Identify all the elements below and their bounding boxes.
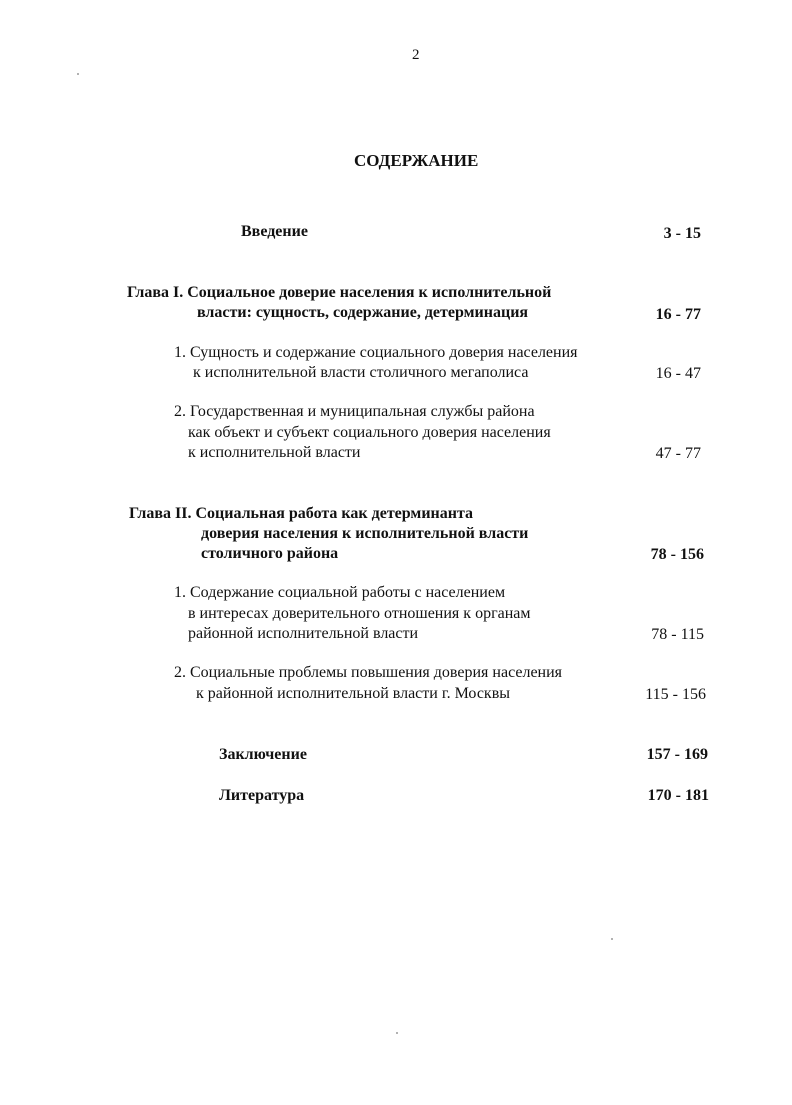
scan-speck (396, 1032, 398, 1034)
section-line: к районной исполнительной власти г. Москвы (196, 685, 510, 702)
toc-label: Заключение (219, 746, 307, 763)
toc-label: Введение (241, 223, 308, 240)
chapter-heading-line: Глава I. Социальное доверие населения к исполнительной (127, 284, 552, 301)
chapter-heading-line: столичного района (201, 545, 339, 562)
toc-pages: 3 - 15 (663, 225, 701, 242)
toc-label: Литература (219, 787, 305, 804)
section-line: к исполнительной власти столичного мегаполиса (193, 364, 529, 381)
chapter-heading-line: Глава II. Социальная работа как детерминанта (129, 505, 474, 522)
toc-pages: 115 - 156 (645, 686, 706, 703)
page-number: 2 (412, 47, 420, 63)
toc-pages: 78 - 156 (650, 546, 704, 563)
section-line: 1. Сущность и содержание социального доверия населения (174, 344, 578, 361)
toc-pages: 157 - 169 (646, 746, 708, 763)
scan-speck (611, 938, 613, 940)
section-line: 2. Социальные проблемы повышения доверия населения (174, 664, 563, 681)
section-line: 2. Государственная и муниципальная службы района (174, 403, 535, 420)
section-line: в интересах доверительного отношения к органам (188, 605, 531, 622)
section-line: районной исполнительной власти (188, 625, 419, 642)
section-line: 1. Содержание социальной работы с населением (174, 584, 506, 601)
toc-pages: 78 - 115 (651, 626, 704, 643)
toc-pages: 170 - 181 (647, 787, 709, 804)
chapter-heading-line: власти: сущность, содержание, детерминация (197, 304, 529, 321)
toc-pages: 47 - 77 (655, 445, 701, 462)
scan-speck (77, 73, 79, 75)
section-line: к исполнительной власти (188, 444, 361, 461)
chapter-heading-line: доверия населения к исполнительной власти (201, 525, 529, 542)
toc-pages: 16 - 47 (655, 365, 701, 382)
page-title: СОДЕРЖАНИЕ (354, 151, 479, 170)
section-line: как объект и субъект социального доверия населения (188, 424, 551, 441)
toc-pages: 16 - 77 (655, 306, 701, 323)
